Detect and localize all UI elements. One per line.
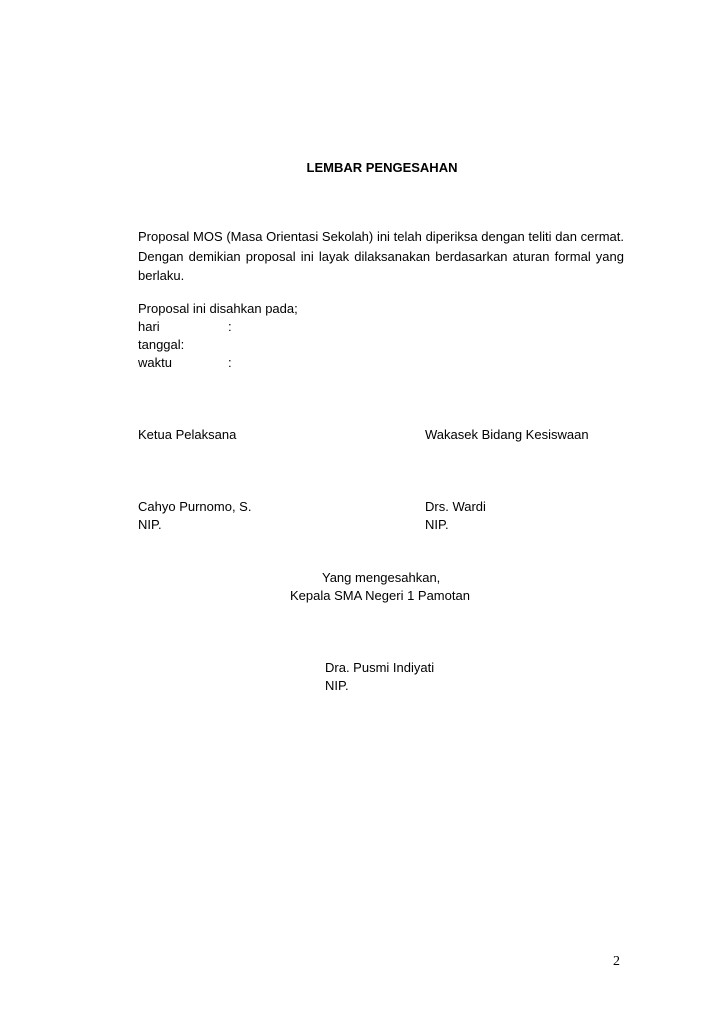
ratifier-line2: Kepala SMA Negeri 1 Pamotan (290, 588, 470, 603)
ratifier-line1: Yang mengesahkan, (322, 570, 441, 585)
right-signatory-role: Wakasek Bidang Kesiswaan (425, 427, 589, 442)
right-signatory-name: Drs. Wardi (425, 499, 486, 514)
left-signatory-role: Ketua Pelaksana (138, 427, 237, 442)
field-hari (138, 318, 232, 336)
field-label: tanggal: (138, 337, 185, 352)
page-title: LEMBAR PENGESAHAN (306, 160, 458, 175)
field-label: hari (138, 319, 160, 334)
left-signatory-nip: NIP. (138, 517, 162, 532)
intro-paragraph: Proposal MOS (Masa Orientasi Sekolah) ini telah diperiksa dengan teliti dan cermat. Dengan demikian proposal ini layak dilaksanakan berdasarkan aturan formal yang berlaku. (138, 229, 624, 283)
ratifier-name: Dra. Pusmi Indiyati (325, 660, 435, 675)
field-separator: : (228, 355, 232, 370)
page-number: 2 (613, 954, 620, 969)
field-waktu (138, 354, 232, 372)
field-separator: : (228, 319, 232, 334)
ratifier-nip: NIP. (325, 678, 349, 693)
right-signatory-nip: NIP. (425, 517, 449, 532)
field-tanggal (138, 336, 228, 354)
approval-heading: Proposal ini disahkan pada; (138, 301, 298, 316)
field-label: waktu (138, 355, 172, 370)
left-signatory-name: Cahyo Purnomo, S. (138, 499, 252, 514)
